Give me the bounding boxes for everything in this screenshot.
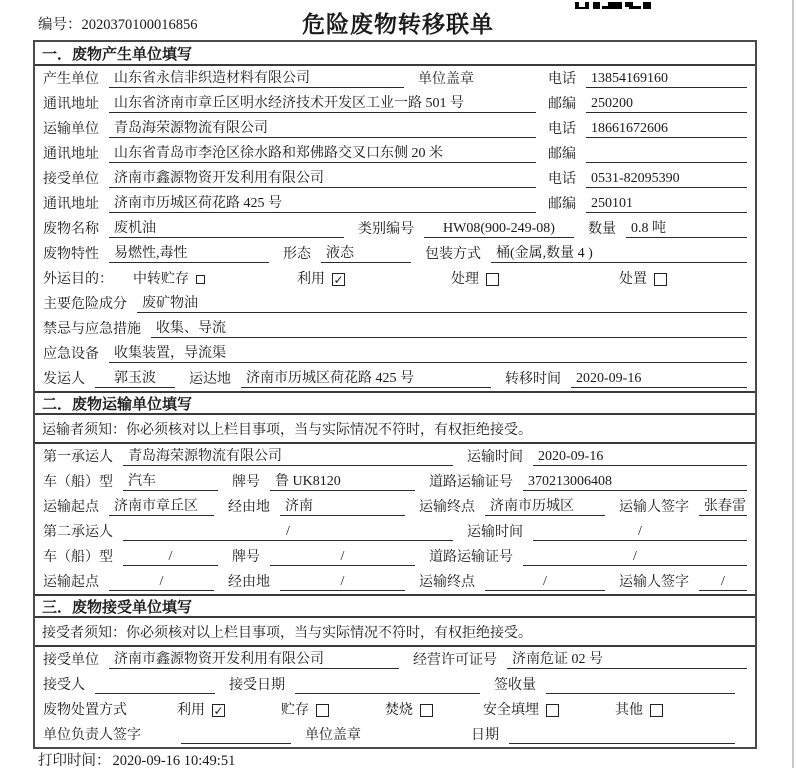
category-code-value: HW08(900-249-08) — [424, 220, 574, 238]
receiver-address-row — [35, 191, 755, 216]
transport-time2-value: / — [533, 523, 747, 541]
producer-phone-value: 13854169160 — [586, 70, 747, 88]
hazard-component-value: 废矿物油 — [137, 295, 747, 313]
transporter-unit-label: 运输单位 — [43, 122, 99, 137]
disposal-storage-checkbox — [316, 704, 329, 717]
origin2-label: 运输起点 — [43, 575, 99, 590]
purpose-option-transfer-storage — [133, 271, 205, 288]
accept-person-row — [35, 672, 755, 697]
transfer-time-label: 转移时间 — [505, 372, 561, 387]
purpose-treat-label: 处理 — [451, 272, 479, 287]
via1-label: 经由地 — [228, 500, 270, 515]
transport-time1-value: 2020-09-16 — [533, 448, 747, 466]
disposal-landfill-checkbox — [546, 704, 559, 717]
producer-address-left — [43, 95, 548, 113]
producer-phone-group — [548, 70, 747, 88]
emergency-equipment-row — [35, 341, 755, 366]
purpose-treat-checkbox — [486, 273, 499, 286]
form-value: 液态 — [321, 245, 411, 263]
producer-unit-left — [43, 70, 548, 88]
waste-trait-row — [35, 241, 755, 266]
via2-label: 经由地 — [228, 575, 270, 590]
road-cert1-value: 370213006408 — [523, 473, 747, 491]
accept-unit-value: 济南市鑫源物资开发利用有限公司 — [109, 651, 399, 669]
vehicle2-row — [35, 544, 755, 569]
disposal-option-recycle — [177, 702, 225, 719]
producer-zip-label: 邮编 — [548, 97, 576, 112]
transporter-zip-value — [586, 146, 747, 163]
scan-edge-line — [792, 0, 794, 768]
accept-date-value — [295, 677, 480, 694]
form-label: 形态 — [283, 247, 311, 262]
emergency-equipment-value: 收集装置，导流渠 — [109, 345, 747, 363]
disposal-option-storage — [281, 702, 329, 719]
responsible-sign-row — [35, 722, 755, 747]
transporter-address-row — [35, 141, 755, 166]
receiver-phone-label: 电话 — [548, 172, 576, 187]
disposal-recycle-checkbox: ✓ — [213, 704, 224, 717]
receiver-notice-label: 接受者须知： — [42, 625, 126, 641]
plate1-label: 牌号 — [232, 475, 260, 490]
disposal-other-label: 其他 — [615, 703, 643, 718]
receiver-unit-value: 济南市鑫源物资开发利用有限公司 — [109, 170, 536, 188]
second-carrier-value: / — [123, 523, 453, 541]
disposal-incinerate-checkbox — [420, 704, 433, 717]
receiver-unit-label: 接受单位 — [43, 172, 99, 187]
end1-value: 济南市历城区 — [485, 498, 605, 516]
accept-person-label: 接受人 — [43, 678, 85, 693]
section3-header: 三．废物接受单位填写 — [35, 594, 755, 618]
producer-unit-value: 山东省永信非织造材料有限公司 — [109, 70, 404, 88]
plate2-label: 牌号 — [232, 550, 260, 565]
destination-label: 运达地 — [189, 372, 231, 387]
first-carrier-value: 青岛海荣源物流有限公司 — [123, 448, 453, 466]
emergency-equipment-label: 应急设备 — [43, 347, 99, 362]
origin2-value: / — [109, 573, 214, 591]
transporter-notice-text: 你必须核对以上栏目事项，当与实际情况不符时，有权拒绝接受。 — [126, 422, 532, 438]
waste-trait-label: 废物特性 — [43, 247, 99, 262]
road-cert1-label: 道路运输证号 — [429, 475, 513, 490]
origin1-label: 运输起点 — [43, 500, 99, 515]
purpose-recycle-checkbox: ✓ — [333, 273, 344, 286]
disposal-option-landfill — [483, 702, 559, 719]
purpose-dispose-checkbox — [654, 273, 667, 286]
taboo-measures-label: 禁忌与应急措施 — [43, 322, 141, 337]
category-code-label: 类别编号 — [358, 222, 414, 237]
accept-unit-label: 接受单位 — [43, 653, 99, 668]
date-value — [509, 727, 735, 744]
receiver-unit-left — [43, 170, 548, 188]
transporter-address-left — [43, 145, 548, 163]
purpose-recycle-label: 利用 — [297, 272, 325, 287]
purpose-transfer-storage-checkbox — [196, 275, 205, 284]
receiver-zip-label: 邮编 — [548, 197, 576, 212]
first-carrier-label: 第一承运人 — [43, 450, 113, 465]
disposal-landfill-label: 安全填埋 — [483, 703, 539, 718]
purpose-transfer-storage-label: 中转贮存 — [133, 272, 189, 287]
accept-unit-seal-label: 单位盖章 — [305, 728, 361, 743]
producer-address-row — [35, 91, 755, 116]
sign-quantity-label: 签收量 — [494, 678, 536, 693]
plate2-value: / — [270, 548, 415, 566]
accept-person-value — [95, 677, 215, 694]
producer-unit-row — [35, 66, 755, 91]
carrier-sign2-value: / — [699, 573, 747, 591]
serial-number-label: 编号： — [38, 17, 82, 33]
purpose-dispose-label: 处置 — [619, 272, 647, 287]
print-time-label: 打印时间： — [38, 753, 111, 768]
vehicle1-row — [35, 469, 755, 494]
origin1-value: 济南市章丘区 — [109, 498, 214, 516]
carrier-sign1-label: 运输人签字 — [619, 500, 689, 515]
vehicle-type2-value: / — [123, 548, 218, 566]
via2-value: / — [280, 573, 405, 591]
disposal-other-checkbox — [650, 704, 663, 717]
producer-unit-label: 产生单位 — [43, 72, 99, 87]
outbound-purpose-row — [35, 266, 755, 291]
carrier-sign2-label: 运输人签字 — [619, 575, 689, 590]
print-time-value: 2020-09-16 10:49:51 — [112, 753, 236, 768]
license-label: 经营许可证号 — [413, 653, 497, 668]
accept-date-label: 接受日期 — [229, 678, 285, 693]
disposal-option-incinerate — [385, 702, 433, 719]
qr-code-icon — [575, 0, 651, 9]
receiver-address-left — [43, 195, 548, 213]
transporter-unit-row — [35, 116, 755, 141]
taboo-measures-value: 收集、导流 — [151, 320, 747, 338]
section2-header: 二．废物运输单位填写 — [35, 391, 755, 415]
quantity-label: 数量 — [588, 222, 616, 237]
hazard-component-label: 主要危险成分 — [43, 297, 127, 312]
transporter-unit-left — [43, 120, 548, 138]
package-label: 包装方式 — [425, 247, 481, 262]
manifest-form-table — [33, 40, 757, 749]
transporter-unit-value: 青岛海荣源物流有限公司 — [109, 120, 536, 138]
purpose-option-recycle — [297, 271, 345, 288]
section1-header: 一．废物产生单位填写 — [35, 42, 755, 66]
road-cert2-value: / — [523, 548, 747, 566]
transport-time1-label: 运输时间 — [467, 450, 523, 465]
producer-address-value: 山东省济南市章丘区明水经济技术开发区工业一路 501 号 — [109, 95, 536, 113]
receiver-zip-value: 250101 — [586, 195, 747, 213]
producer-phone-label: 电话 — [548, 72, 576, 87]
disposal-method-label: 废物处置方式 — [43, 703, 127, 718]
producer-zip-group — [548, 95, 747, 113]
receiver-address-value: 济南市历城区荷花路 425 号 — [109, 195, 536, 213]
purpose-option-dispose — [619, 271, 667, 288]
accept-unit-row — [35, 647, 755, 672]
serial-number-value: 2020370100016856 — [81, 17, 198, 33]
receiver-phone-value: 0531-82095390 — [586, 170, 747, 188]
end1-label: 运输终点 — [419, 500, 475, 515]
receiver-unit-row — [35, 166, 755, 191]
shipper-label: 发运人 — [43, 372, 85, 387]
receiver-notice-row — [35, 618, 755, 647]
end2-label: 运输终点 — [419, 575, 475, 590]
page-title: 危险废物转移联单 — [302, 12, 494, 37]
second-carrier-label: 第二承运人 — [43, 525, 113, 540]
transporter-phone-label: 电话 — [548, 122, 576, 137]
shipper-value: 郭玉波 — [95, 370, 175, 388]
transporter-zip-group — [548, 146, 747, 163]
vehicle-type2-label: 车（船）型 — [43, 550, 113, 565]
via1-value: 济南 — [280, 498, 405, 516]
transporter-phone-value: 18661672606 — [586, 120, 747, 138]
destination-value: 济南市历城区荷花路 425 号 — [241, 370, 491, 388]
receiver-phone-group — [548, 170, 747, 188]
vehicle-type1-value: 汽车 — [123, 473, 218, 491]
transporter-notice-row — [35, 415, 755, 444]
waste-trait-value: 易燃性,毒性 — [109, 245, 269, 263]
producer-zip-value: 250200 — [586, 95, 747, 113]
receiver-zip-group — [548, 195, 747, 213]
purpose-option-treat — [451, 271, 499, 288]
waste-name-row — [35, 216, 755, 241]
waste-name-label: 废物名称 — [43, 222, 99, 237]
responsible-sign-value — [181, 727, 291, 744]
document-header — [0, 0, 796, 40]
quantity-value: 0.8 吨 — [626, 220, 747, 238]
disposal-method-row — [35, 697, 755, 722]
first-carrier-row — [35, 444, 755, 469]
date-label: 日期 — [471, 728, 499, 743]
print-time-line — [38, 749, 237, 768]
transfer-time-value: 2020-09-16 — [571, 370, 747, 388]
hazard-component-row — [35, 291, 755, 316]
second-carrier-row — [35, 519, 755, 544]
transporter-address-label: 通讯地址 — [43, 147, 99, 162]
shipper-row — [35, 366, 755, 391]
responsible-sign-label: 单位负责人签字 — [43, 728, 141, 743]
disposal-storage-label: 贮存 — [281, 703, 309, 718]
waste-name-value: 废机油 — [109, 220, 344, 238]
taboo-measures-row — [35, 316, 755, 341]
end2-value: / — [485, 573, 605, 591]
receiver-address-label: 通讯地址 — [43, 197, 99, 212]
sign-quantity-value — [546, 677, 735, 694]
transporter-phone-group — [548, 120, 747, 138]
outbound-purpose-label: 外运目的： — [43, 272, 113, 287]
producer-address-label: 通讯地址 — [43, 97, 99, 112]
vehicle-type1-label: 车（船）型 — [43, 475, 113, 490]
transporter-zip-label: 邮编 — [548, 147, 576, 162]
package-value: 桶(金属,数量 4 ) — [491, 245, 747, 263]
receiver-notice-text: 你必须核对以上栏目事项，当与实际情况不符时，有权拒绝接受。 — [126, 625, 532, 641]
disposal-option-other — [615, 702, 663, 719]
transporter-notice-label: 运输者须知： — [42, 422, 126, 438]
road-cert2-label: 道路运输证号 — [429, 550, 513, 565]
carrier-sign1-value: 张春雷 — [699, 498, 747, 516]
disposal-recycle-label: 利用 — [177, 703, 205, 718]
plate1-value: 鲁 UK8120 — [270, 473, 415, 491]
license-value: 济南危证 02 号 — [507, 651, 747, 669]
route2-row — [35, 569, 755, 594]
disposal-incinerate-label: 焚烧 — [385, 703, 413, 718]
transporter-address-value: 山东省青岛市李沧区徐水路和郑佛路交叉口东侧 20 米 — [109, 145, 536, 163]
transport-time2-label: 运输时间 — [467, 525, 523, 540]
unit-seal-label: 单位盖章 — [418, 72, 474, 87]
route1-row — [35, 494, 755, 519]
